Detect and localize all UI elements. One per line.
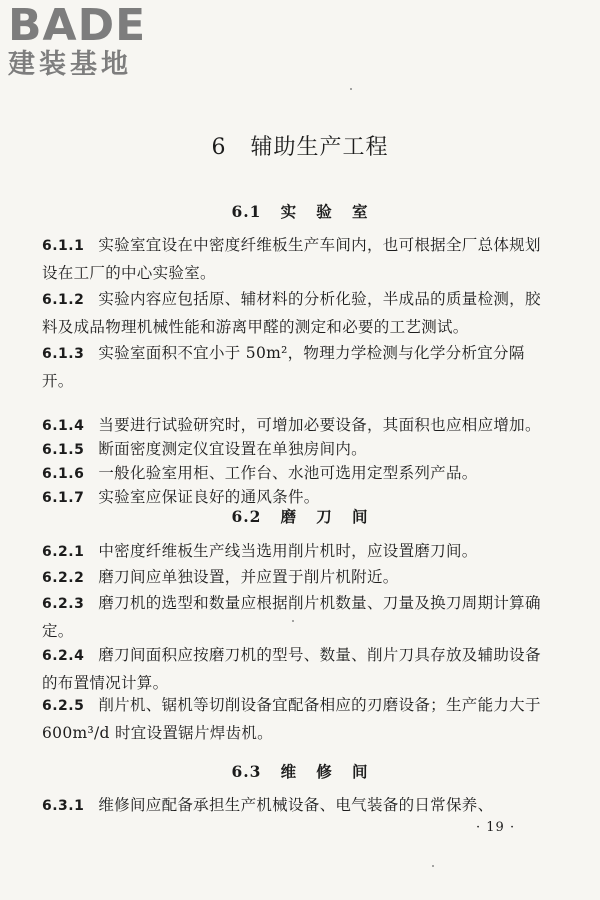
clause-text: 磨刀间面积应按磨刀机的型号、数量、削片刀具存放及辅助设备的布置情况计算。 [42,646,541,692]
page-number: · 19 · [476,820,516,835]
clause-number: 6.2.4 [42,648,85,664]
section-title-6-1: 6.1 实 验 室 [231,202,369,221]
clause-6-2-5 [42,692,542,747]
clause-text: 削片机、锯机等切削设备宜配备相应的刃磨设备；生产能力大于 600m³/d 时宜设置锯片焊齿机。 [42,696,541,742]
clause-number: 6.2.1 [42,544,85,560]
scan-speck [432,865,434,867]
clause-6-2-3 [42,590,542,645]
clause-6-1-2 [42,286,542,341]
logo-sub-text: 建装基地 [8,49,132,80]
clause-6-3-1 [42,792,542,820]
logo-main-text: BADE [8,0,147,51]
clause-text: 中密度纤维板生产线当选用削片机时，应设置磨刀间。 [98,542,478,560]
chapter-title: 6 辅助生产工程 [211,135,389,160]
clause-6-2-4 [42,642,542,697]
clause-number: 6.1.6 [42,466,85,482]
clause-number: 6.2.2 [42,570,85,586]
clause-text: 实验室应保证良好的通风条件。 [98,488,320,506]
section-title-6-2: 6.2 磨 刀 间 [231,507,369,526]
clause-number: 6.2.5 [42,698,85,714]
clause-number: 6.1.1 [42,238,85,254]
clause-number: 6.1.5 [42,442,85,458]
clause-text: 实验内容应包括原、辅材料的分析化验，半成品的质量检测，胶料及成品物理机械性能和游离甲醛的测定和必要的工艺测试。 [42,290,541,336]
bade-logo [8,0,147,80]
clause-text: 磨刀机的选型和数量应根据削片机数量、刀量及换刀周期计算确定。 [42,594,541,640]
clause-text: 实验室面积不宜小于 50m²，物理力学检测与化学分析宜分隔开。 [42,344,525,390]
clause-6-1-1 [42,232,542,287]
clause-number: 6.2.3 [42,596,85,612]
scan-speck [292,620,294,622]
clause-6-2-2 [42,564,542,592]
clause-text: 当要进行试验研究时，可增加必要设备，其面积也应相应增加。 [98,416,541,434]
clause-6-2-1 [42,538,542,566]
clause-text: 实验室宜设在中密度纤维板生产车间内，也可根据全厂总体规划设在工厂的中心实验室。 [42,236,541,282]
clause-text: 一般化验室用柜、工作台、水池可选用定型系列产品。 [98,464,478,482]
scan-speck [350,88,352,90]
clause-number: 6.3.1 [42,798,85,814]
clause-number: 6.1.7 [42,490,85,506]
clause-number: 6.1.3 [42,346,85,362]
clause-number: 6.1.4 [42,418,85,434]
clause-6-1-3 [42,340,542,395]
clause-number: 6.1.2 [42,292,85,308]
clause-text: 断面密度测定仪宜设置在单独房间内。 [98,440,367,458]
clause-text: 磨刀间应单独设置，并应置于削片机附近。 [98,568,399,586]
clause-text: 维修间应配备承担生产机械设备、电气装备的日常保养、 [98,796,494,814]
section-title-6-3: 6.3 维 修 间 [231,762,369,781]
